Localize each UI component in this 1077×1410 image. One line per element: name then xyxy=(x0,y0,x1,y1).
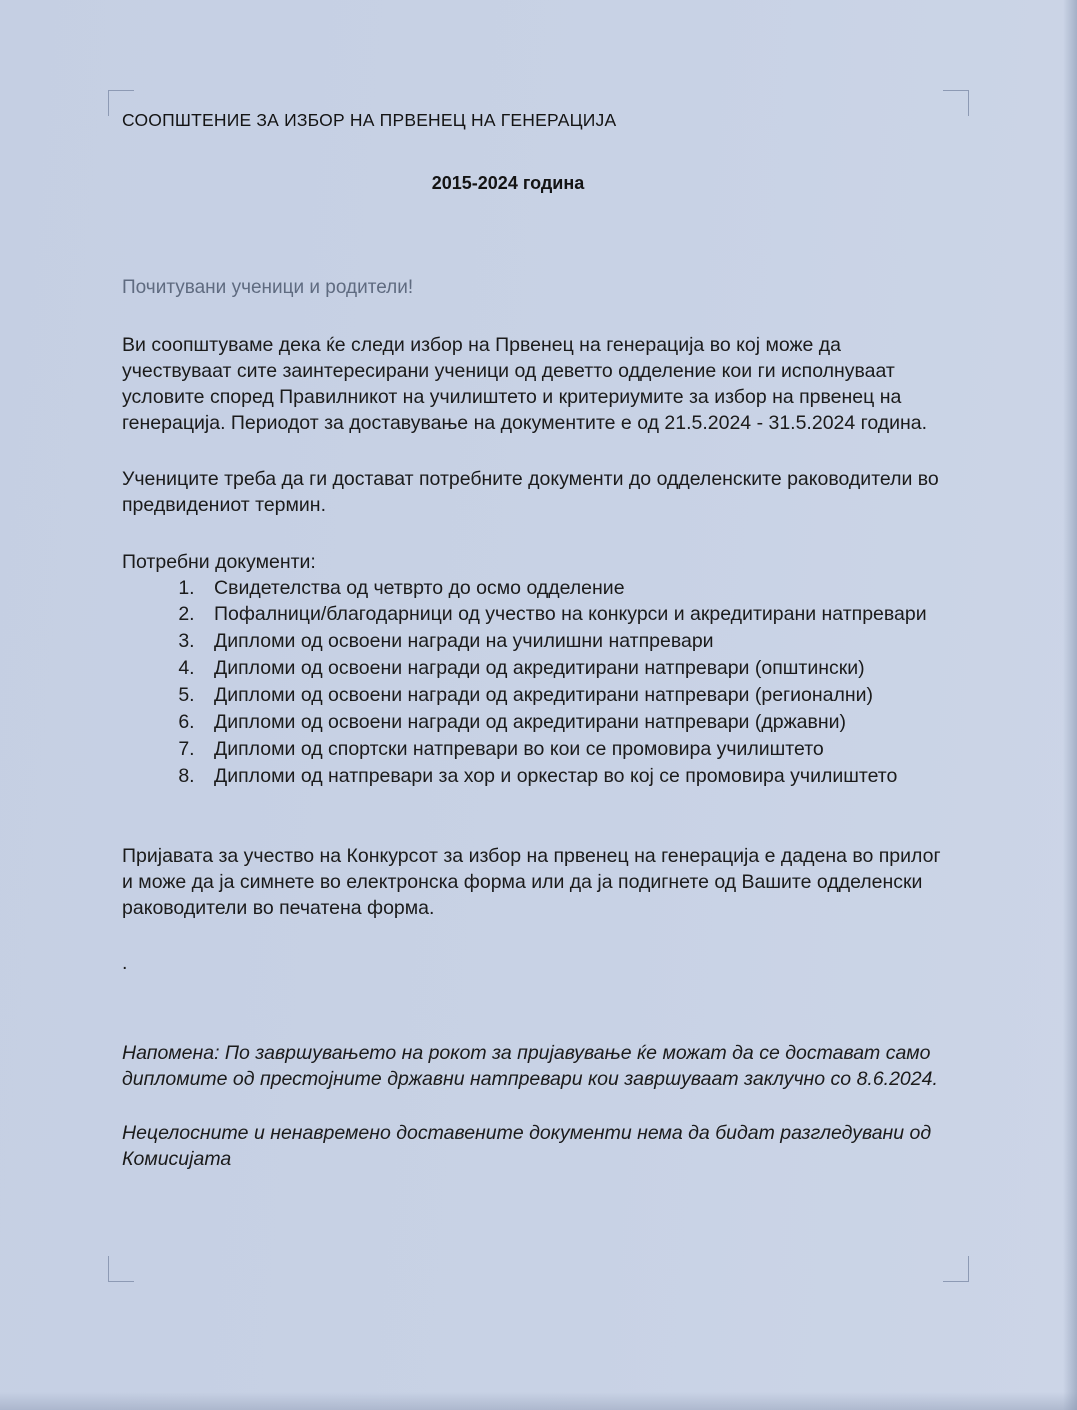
list-item: 4. Дипломи од освоени награди од акредитирани натпревари (општински) xyxy=(200,656,954,682)
page-edge-shadow xyxy=(1063,0,1077,1410)
document-body xyxy=(122,110,954,1172)
document-subtitle: 2015-2024 година xyxy=(431,173,585,193)
page-bottom-shadow xyxy=(0,1392,1077,1410)
documents-heading: Потребни документи: xyxy=(122,550,316,573)
document-title: СООПШТЕНИЕ ЗА ИЗБОР НА ПРВЕНЕЦ НА ГЕНЕРАЦИЈА xyxy=(122,110,617,130)
list-item: 8. Дипломи од натпревари за хор и оркестар во кој се промовира училиштето xyxy=(200,764,954,790)
required-documents-list xyxy=(122,576,954,790)
note-deadline: Напомена: По завршувањето на рокот за пријавување ќе можат да се достават само дипломите од престојните државни натпревари кои завршуваат заклучно со 8.6.2024. xyxy=(122,1041,938,1090)
note-incomplete-documents: Нецелосните и ненавремено доставените документи нема да бидат разгледувани од Комисијата xyxy=(122,1121,932,1171)
list-item: 1. Свидетелства од четврто до осмо одделение xyxy=(200,576,954,602)
list-item: 7. Дипломи од спортски натпревари во кои се промовира училиштето xyxy=(200,737,954,763)
list-item: 2. Пофалници/благодарници од учество на конкурси и акредитирани натпревари xyxy=(200,602,954,628)
list-item: 6. Дипломи од освоени награди од акредитирани натпревари (државни) xyxy=(200,710,954,736)
list-item: 3. Дипломи од освоени награди на училишни натпревари xyxy=(200,629,954,655)
stray-dot: . xyxy=(122,951,128,974)
paragraph-application-form: Пријавата за учество на Конкурсот за избор на првенец на генерација е дадена во прилог и може да ја симнете во електронска форма или да ја подигнете од Вашите одделенски раководители во печатена форма. xyxy=(122,844,941,919)
crop-mark-bottom-right xyxy=(943,1256,969,1282)
paragraph-submission: Учениците треба да ги достават потребните документи до одделенските раководители во предвидениот термин. xyxy=(122,467,939,516)
greeting-line: Почитувани ученици и родители! xyxy=(122,277,414,298)
paragraph-announcement: Ви соопштуваме дека ќе следи избор на Првенец на генерација во кој може да учествуваат сите заинтересирани ученици од деветто одделение кои ги исполнуваат условите според Правилникот на училиштето и критериумите за избор на првенец на генерација. Периодот за доставување на документите е од 21.5.2024 - 31.5.2024 година. xyxy=(122,334,928,434)
crop-mark-bottom-left xyxy=(108,1256,134,1282)
list-item: 5. Дипломи од освоени награди од акредитирани натпревари (регионални) xyxy=(200,683,954,709)
